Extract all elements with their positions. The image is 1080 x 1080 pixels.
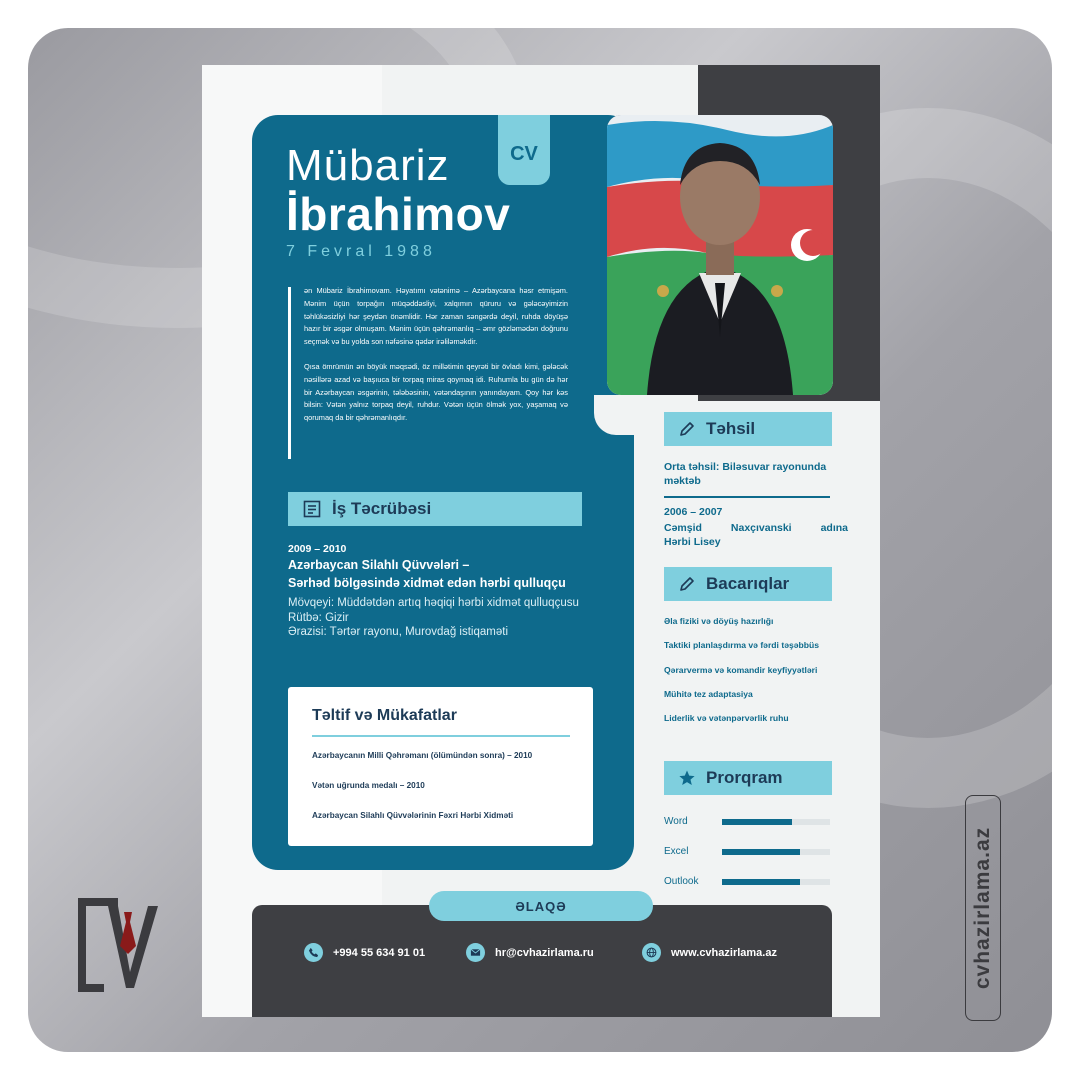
brand-website-vertical: [965, 795, 1001, 1021]
education-school-2-line2: Hərbi Lisey: [664, 536, 721, 548]
contact-phone[interactable]: [304, 943, 425, 962]
phone-icon: [304, 943, 323, 962]
experience-area: Ərazisi: Tərtər rayonu, Murovdağ istiqaməti: [288, 626, 508, 638]
mail-icon: [466, 943, 485, 962]
award-item: Azərbaycanın Milli Qəhrəmanı (ölümündən sonra) – 2010: [312, 751, 533, 760]
program-label: Outlook: [664, 876, 699, 887]
awards-divider: [312, 735, 570, 737]
skill-item: Liderlik və vətənpərvərlik ruhu: [664, 713, 789, 723]
experience-heading-label: İş Təcrübəsi: [332, 499, 432, 518]
email-address: hr@cvhazirlama.ru: [495, 946, 594, 959]
website-url: www.cvhazirlama.az: [671, 946, 777, 959]
awards-heading: Təltif və Mükafatlar: [312, 707, 457, 724]
cv-page: [202, 65, 880, 1017]
skill-item: Mühitə tez adaptasiya: [664, 689, 753, 699]
award-item: Vətən uğrunda medalı – 2010: [312, 781, 425, 790]
star-icon: [678, 769, 696, 787]
program-bar-outlook: [722, 879, 830, 885]
experience-years: 2009 – 2010: [288, 543, 347, 555]
education-heading: [664, 412, 832, 446]
skill-item: Taktiki planlaşdırma və fərdi təşəbbüs: [664, 640, 820, 650]
skill-item: Qərarvermə və komandir keyfiyyətləri: [664, 665, 818, 675]
skill-item: Əla fiziki və döyüş hazırlığı: [664, 616, 774, 626]
phone-number: +994 55 634 91 01: [333, 946, 426, 959]
experience-details: [288, 596, 618, 640]
experience-title-line: Azərbaycan Silahlı Qüvvələri –: [288, 558, 470, 572]
program-label: Excel: [664, 846, 689, 857]
last-name: İbrahimov: [286, 188, 511, 240]
experience-title-line: Sərhəd bölgəsində xidmət edən hərbi qulluqçu: [288, 576, 566, 590]
clipboard-icon: [302, 499, 322, 519]
cv-badge: CV: [498, 115, 550, 185]
programs-heading: [664, 761, 832, 795]
experience-rank: Rütbə: Gizir: [288, 611, 349, 624]
program-label: Word: [664, 816, 688, 827]
contact-heading: ƏLAQƏ: [429, 891, 653, 921]
bio: [304, 285, 568, 425]
program-bar-fill: [722, 879, 800, 885]
experience-heading: [288, 492, 582, 526]
program-bar-fill: [722, 819, 792, 825]
bio-paragraph: Qısa ömrümün ən böyük məqsədi, öz millətimin qeyrəti bir övladı kimi, gələcək nəsillərə azad və başıuca bir torpaq miras qoymaq idi. Ruhumla bu gün də hər bir Azərbaycan əsgərinin, tələbəsinin, vətəndaşının yanındayam. Qoy hər kəs bilsin: Vətən yalnız torpaq deyil, ruhdur. Vətən üçün ölmək yox, yaşamaq və qorumaq da bir qəhrəmanlıqdır.: [304, 361, 568, 423]
bio-paragraph: ən Mübariz İbrahimovam. Həyatımı vətənimə – Azərbaycana həsr etmişəm. Mənim üçün torpağın müqəddəsliyi, xalqımın qüruru və gələcəyimizin təhlükəsizliyi hər şeydən önəmlidir. Hər zaman səngərdə deyil, ruhda döyüşə hazır bir əsgər olmuşam. Mənim üçün qəhrəmanlıq – əmr gözləmədən doğrunu seçmək və bu yolda son nəfəsinə qədər irəliləməkdir.: [304, 286, 568, 347]
education-years: 2006 – 2007: [664, 506, 723, 518]
education-school: Orta təhsil: Biləsuvar rayonunda məktəb: [664, 461, 827, 487]
program-bar-word: [722, 819, 830, 825]
education-divider: [664, 496, 830, 498]
pencil-icon: [678, 575, 696, 593]
first-name: Mübariz: [286, 141, 450, 190]
experience-position: Mövqeyi: Müddətdən artıq həqiqi hərbi xidmət qulluqçusu: [288, 597, 579, 609]
experience-title: [288, 556, 608, 592]
programs-heading-label: Prorqram: [706, 768, 783, 787]
cv-logo: [74, 892, 166, 996]
profile-photo: [607, 115, 833, 395]
pencil-icon: [678, 420, 696, 438]
program-bar-fill: [722, 849, 800, 855]
skills-heading-label: Bacarıqlar: [706, 574, 790, 593]
award-item: Azərbaycan Silahlı Qüvvələrinin Fəxri Hərbi Xidməti: [312, 811, 514, 820]
program-bar-excel: [722, 849, 830, 855]
skills-heading: [664, 567, 832, 601]
bio-accent-bar: [288, 287, 291, 459]
contact-website[interactable]: [642, 943, 777, 962]
brand-website-text: cvhazirlama.az: [971, 826, 995, 990]
globe-icon: [642, 943, 661, 962]
contact-email[interactable]: [466, 943, 594, 962]
education-heading-label: Təhsil: [706, 419, 756, 438]
education-school-2: Cəmşid Naxçıvanski adına: [664, 522, 848, 534]
birth-date: 7 Fevral 1988: [286, 243, 436, 260]
awards-card: [288, 687, 593, 846]
